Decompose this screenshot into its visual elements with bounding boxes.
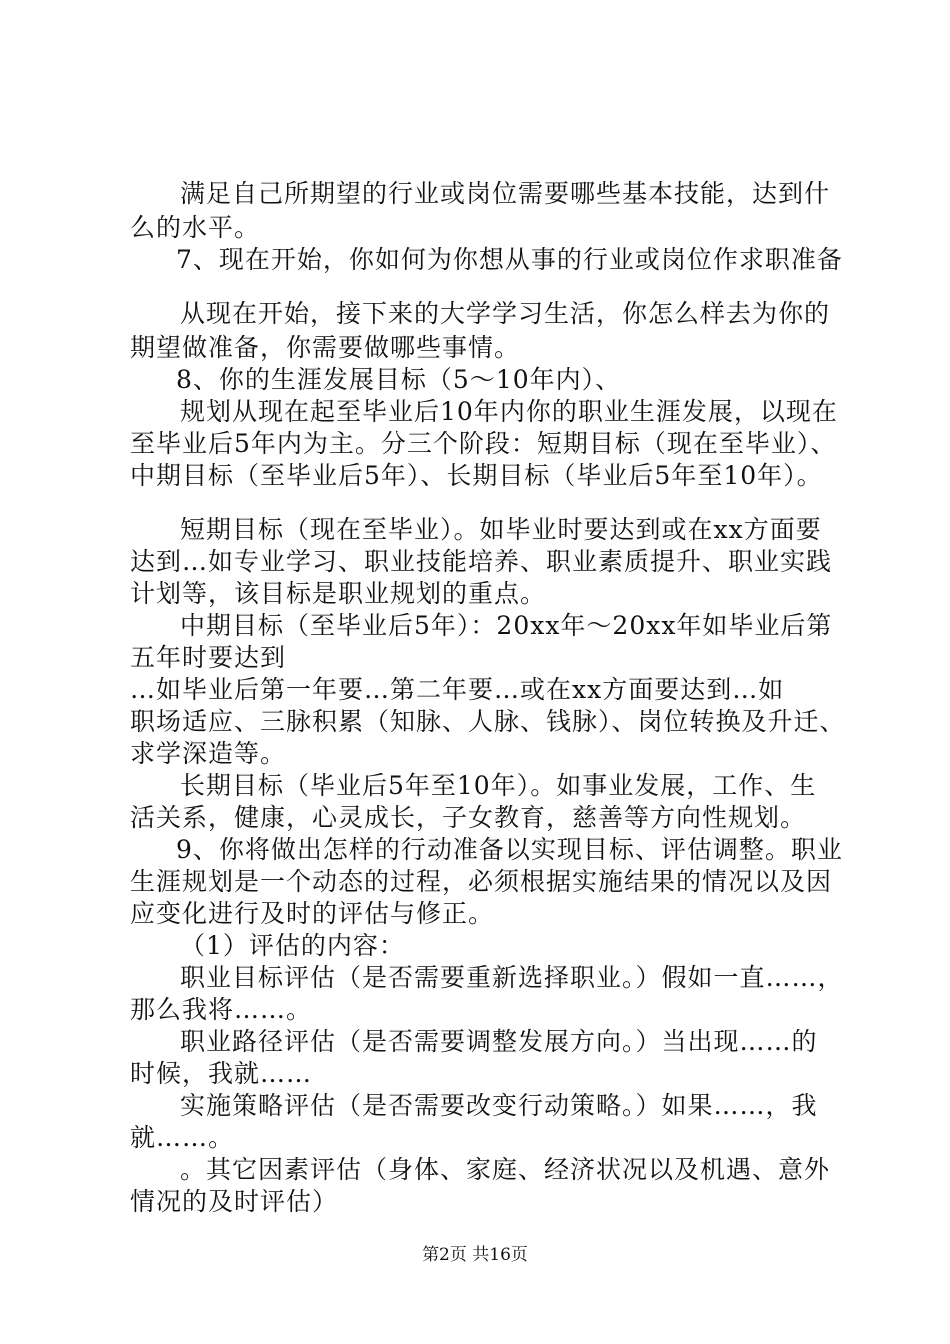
paragraph-line: 7、现在开始，你如何为你想从事的行业或岗位作求职准备 [176, 245, 843, 274]
paragraph-line: 么的水平。 [130, 213, 261, 242]
paragraph-line: 。其它因素评估（身体、家庭、经济状况以及机遇、意外 [180, 1155, 831, 1184]
paragraph-line: （1）评估的内容： [180, 931, 405, 960]
paragraph-line: 生涯规划是一个动态的过程，必须根据实施结果的情况以及因 [130, 867, 833, 896]
paragraph-line: 8、你的生涯发展目标（5～10年内）、 [176, 365, 622, 394]
paragraph-line: 职场适应、三脉积累（知脉、人脉、钱脉）、岗位转换及升迁、 [130, 707, 846, 736]
paragraph-line: 满足自己所期望的行业或岗位需要哪些基本技能，达到什 [180, 179, 831, 208]
paragraph-line: 职业路径评估（是否需要调整发展方向。）当出现……的 [180, 1027, 818, 1056]
paragraph-line: 求学深造等。 [130, 739, 287, 768]
paragraph-line: 就……。 [130, 1123, 235, 1152]
paragraph-line: 规划从现在起至毕业后10年内你的职业生涯发展，以现在 [180, 397, 838, 426]
paragraph-line: 中期目标（至毕业后5年）、长期目标（毕业后5年至10年）。 [130, 461, 823, 490]
paragraph-line: 短期目标（现在至毕业）。如毕业时要达到或在xx方面要 [180, 515, 822, 544]
paragraph-line: 中期目标（至毕业后5年）：20xx年～20xx年如毕业后第 [180, 611, 833, 640]
paragraph-line: 那么我将……。 [130, 995, 313, 1024]
paragraph-line: 9、你将做出怎样的行动准备以实现目标、评估调整。职业 [176, 835, 843, 864]
page-footer: 第2页 共16页 [422, 1245, 528, 1265]
paragraph-line: 职业目标评估（是否需要重新选择职业。）假如一直……， [180, 963, 844, 992]
paragraph-line: 长期目标（毕业后5年至10年）。如事业发展，工作、生 [180, 771, 817, 800]
paragraph-line: 至毕业后5年内为主。分三个阶段：短期目标（现在至毕业）、 [130, 429, 837, 458]
paragraph-line: 实施策略评估（是否需要改变行动策略。）如果……，我 [180, 1091, 818, 1120]
paragraph-line: 达到…如专业学习、职业技能培养、职业素质提升、职业实践 [130, 547, 833, 576]
paragraph-line: 计划等，该目标是职业规划的重点。 [130, 579, 547, 608]
paragraph-line: 五年时要达到 [130, 643, 287, 672]
paragraph-line: 情况的及时评估） [130, 1187, 339, 1216]
paragraph-line: 时候，我就…… [130, 1059, 313, 1088]
paragraph-line: …如毕业后第一年要…第二年要…或在xx方面要达到…如 [130, 675, 785, 704]
paragraph-line: 期望做准备，你需要做哪些事情。 [130, 333, 521, 362]
paragraph-line: 从现在开始，接下来的大学学习生活，你怎么样去为你的 [180, 299, 831, 328]
paragraph-line: 活关系，健康，心灵成长，子女教育，慈善等方向性规划。 [130, 803, 807, 832]
paragraph-line: 应变化进行及时的评估与修正。 [130, 899, 495, 928]
